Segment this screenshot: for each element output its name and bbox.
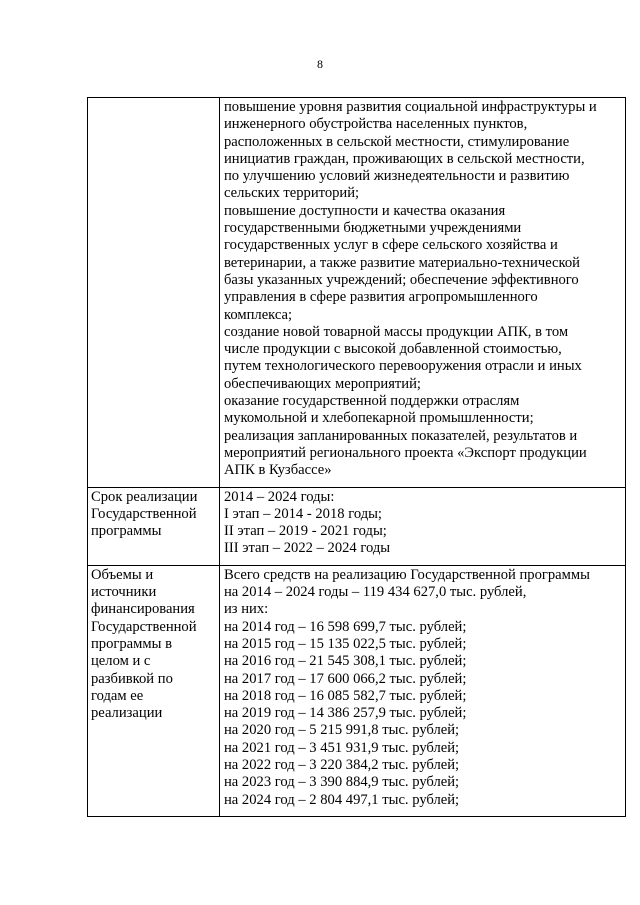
row-value-line: государственными бюджетными учреждениями	[224, 220, 522, 237]
row-value-line: 2014 – 2024 годы:	[224, 488, 335, 505]
row-value-line: на 2024 год – 2 804 497,1 тыс. рублей;	[224, 791, 460, 808]
page-number: 8	[317, 57, 323, 71]
row-value-line: базы указанных учреждений; обеспечение эффективного	[224, 271, 579, 288]
row-label-line: программы в	[91, 635, 172, 652]
row-value-line: на 2014 – 2024 годы – 119 434 627,0 тыс. рублей,	[224, 584, 527, 601]
row-value-line: комплекса;	[224, 306, 293, 323]
row-value-line: на 2021 год – 3 451 931,9 тыс. рублей;	[224, 739, 460, 756]
row-value-line: инициатив граждан, проживающих в сельской местности,	[224, 150, 585, 167]
row-value-line: на 2023 год – 3 390 884,9 тыс. рублей;	[224, 774, 460, 791]
row-label-line: Объемы и	[91, 566, 154, 583]
passport-table-body	[88, 98, 626, 817]
row-value-cell	[220, 565, 626, 816]
row-label-cell	[88, 487, 220, 565]
row-label-line: Срок реализации	[91, 488, 198, 505]
row-value-line: III этап – 2022 – 2024 годы	[224, 540, 391, 557]
row-label-line: годам ее	[91, 687, 144, 704]
row-label-line: разбивкой по	[91, 670, 173, 687]
row-label-line: Государственной	[91, 618, 197, 635]
row-value-line: реализация запланированных показателей, результатов и	[224, 427, 578, 444]
row-label-line: Государственной	[91, 505, 197, 522]
row-value-line: по улучшению условий жизнедеятельности и развитию	[224, 168, 570, 185]
financing-row	[88, 565, 626, 816]
row-value-line: государственных услуг в сфере сельского хозяйства и	[224, 237, 558, 254]
row-value-line: оказание государственной поддержки отраслям	[224, 393, 520, 410]
row-value-line: на 2020 год – 5 215 991,8 тыс. рублей;	[224, 722, 460, 739]
row-value-line: ветеринарии, а также развитие материально-технической	[224, 254, 580, 271]
row-value-line: сельских территорий;	[224, 185, 360, 202]
row-value-line: I этап – 2014 - 2018 годы;	[224, 505, 382, 522]
row-value-line: создание новой товарной массы продукции АПК, в том	[224, 323, 569, 340]
row-value-line: управления в сфере развития агропромышленного	[224, 289, 538, 306]
row-label-line: источники	[91, 584, 157, 601]
row-value-line: АПК в Кузбассе»	[224, 462, 332, 479]
row-value-line: на 2015 год – 15 135 022,5 тыс. рублей;	[224, 635, 467, 652]
row-label-line: целом и с	[91, 653, 151, 670]
row-value-cell	[220, 98, 626, 488]
row-value-line: на 2019 год – 14 386 257,9 тыс. рублей;	[224, 705, 467, 722]
program-passport-table	[87, 97, 626, 817]
row-value-line: обеспечивающих мероприятий;	[224, 375, 421, 392]
row-value-line: путем технологического перевооружения отрасли и иных	[224, 358, 582, 375]
row-label-line: реализации	[91, 705, 163, 722]
row-value-line: на 2017 год – 17 600 066,2 тыс. рублей;	[224, 670, 467, 687]
row-value-line: II этап – 2019 - 2021 годы;	[224, 523, 387, 540]
row-value-cell	[220, 487, 626, 565]
implementation-period-row	[88, 487, 626, 565]
row-value-line: повышение уровня развития социальной инфраструктуры и	[224, 99, 597, 115]
row-label-line: программы	[91, 523, 162, 540]
row-label-cell	[88, 565, 220, 816]
row-value-line: инженерного обустройства населенных пунктов,	[224, 116, 528, 133]
goals-continued-row	[88, 98, 626, 488]
row-value-line: мероприятий регионального проекта «Экспорт продукции	[224, 444, 587, 461]
row-label-cell	[88, 98, 220, 488]
row-value-line: повышение доступности и качества оказания	[224, 202, 506, 219]
row-value-line: на 2014 год – 16 598 699,7 тыс. рублей;	[224, 618, 467, 635]
row-label-line: финансирования	[91, 601, 195, 618]
row-value-line: мукомольной и хлебопекарной промышленности;	[224, 410, 534, 427]
row-value-line: на 2018 год – 16 085 582,7 тыс. рублей;	[224, 687, 467, 704]
row-value-line: числе продукции с высокой добавленной стоимостью,	[224, 341, 562, 358]
row-value-line: Всего средств на реализацию Государственной программы	[224, 566, 590, 583]
row-value-line: на 2016 год – 21 545 308,1 тыс. рублей;	[224, 653, 467, 670]
row-value-line: расположенных в сельской местности, стимулирование	[224, 133, 570, 150]
row-value-line: на 2022 год – 3 220 384,2 тыс. рублей;	[224, 756, 460, 773]
row-value-line: из них:	[224, 601, 269, 618]
